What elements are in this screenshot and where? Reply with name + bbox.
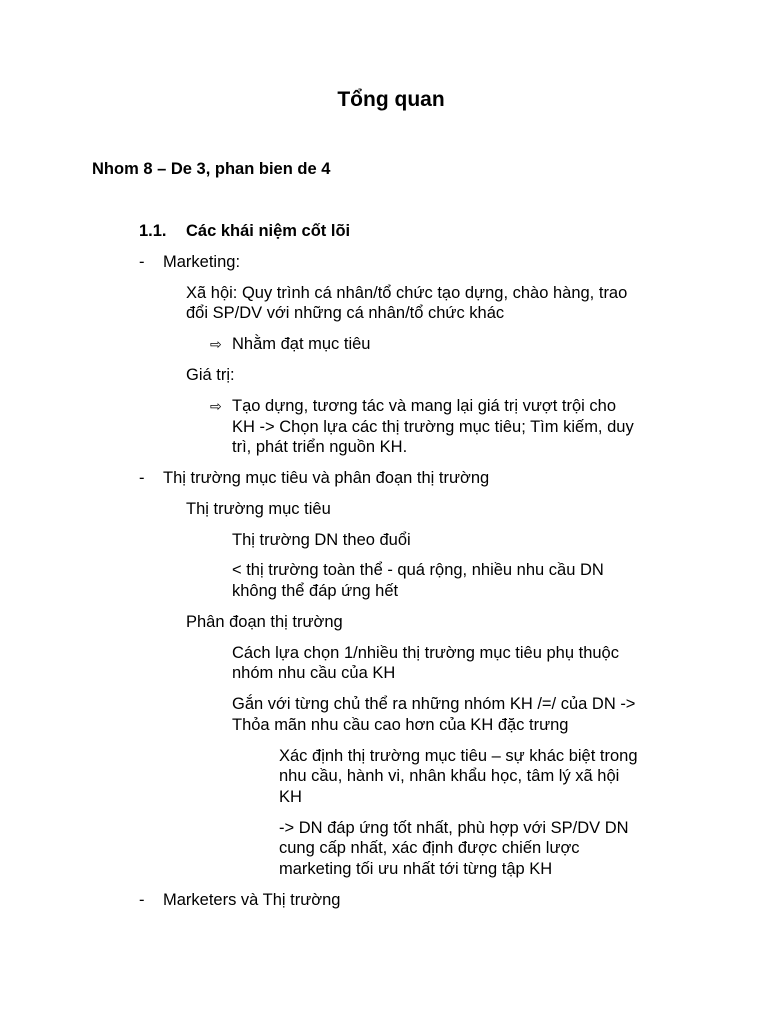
- bullet-marker: -: [139, 253, 145, 271]
- section-title: Các khái niệm cốt lõi: [186, 222, 351, 240]
- arrow-right-icon: ⇨: [210, 398, 222, 414]
- paragraph-line: Thỏa mãn nhu cầu cao hơn của KH đặc trưng: [232, 716, 569, 734]
- paragraph-line: Xác định thị trường mục tiêu – sự khác biệt trong: [279, 747, 638, 765]
- paragraph-line: -> DN đáp ứng tốt nhất, phù hợp với SP/DV DN: [279, 819, 629, 837]
- paragraph-line: Giá trị:: [186, 366, 235, 384]
- paragraph-line: marketing tối ưu nhất tới từng tập KH: [279, 860, 553, 878]
- arrow-item: KH -> Chọn lựa các thị trường mục tiêu; Tìm kiếm, duy: [232, 418, 634, 436]
- arrow-item: Nhằm đạt mục tiêu: [232, 335, 371, 353]
- bullet-target-market: Thị trường mục tiêu và phân đoạn thị trường: [163, 469, 490, 487]
- arrow-item: trì, phát triển nguồn KH.: [232, 438, 408, 456]
- bullet-marketing: Marketing:: [163, 253, 241, 271]
- paragraph-line: < thị trường toàn thể - quá rộng, nhiều nhu cầu DN: [232, 561, 604, 579]
- paragraph-line: Phân đoạn thị trường: [186, 613, 343, 631]
- paragraph-line: Thị trường DN theo đuổi: [232, 531, 411, 549]
- paragraph-line: Cách lựa chọn 1/nhiều thị trường mục tiêu phụ thuộc: [232, 644, 619, 662]
- paragraph-line: nhu cầu, hành vi, nhân khẩu học, tâm lý xã hội: [279, 767, 620, 785]
- page-title: Tổng quan: [337, 88, 445, 111]
- paragraph-line: Gắn với từng chủ thể ra những nhóm KH /=/ của DN ->: [232, 695, 636, 713]
- bullet-marker: -: [139, 891, 145, 909]
- paragraph-line: cung cấp nhất, xác định được chiến lược: [279, 839, 580, 857]
- section-number: 1.1.: [139, 222, 167, 240]
- paragraph-line: Xã hội: Quy trình cá nhân/tổ chức tạo dựng, chào hàng, trao: [186, 284, 628, 302]
- section-heading: [139, 221, 350, 242]
- paragraph-line: đổi SP/DV với những cá nhân/tổ chức khác: [186, 304, 505, 322]
- arrow-item: Tạo dựng, tương tác và mang lại giá trị vượt trội cho: [232, 397, 617, 415]
- document-subtitle: Nhom 8 – De 3, phan bien de 4: [92, 160, 331, 178]
- paragraph-line: nhóm nhu cầu của KH: [232, 664, 396, 682]
- paragraph-line: không thể đáp ứng hết: [232, 582, 399, 600]
- paragraph-line: Thị trường mục tiêu: [186, 500, 331, 518]
- bullet-marketers: Marketers và Thị trường: [163, 891, 341, 909]
- bullet-marker: -: [139, 469, 145, 487]
- paragraph-line: KH: [279, 788, 302, 806]
- arrow-right-icon: ⇨: [210, 336, 222, 352]
